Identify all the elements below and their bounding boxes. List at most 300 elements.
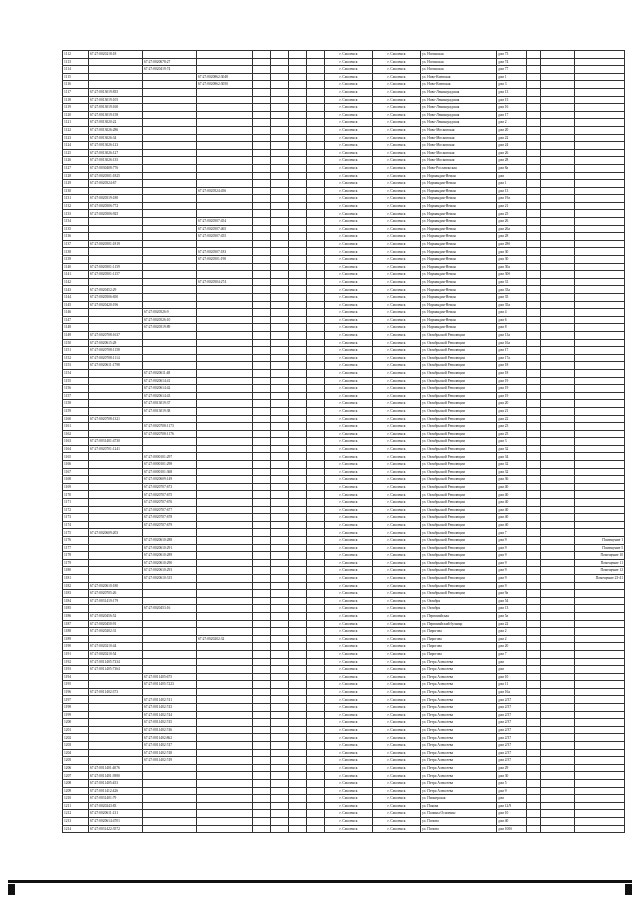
empty-cell — [307, 180, 325, 188]
empty-cell — [541, 142, 575, 150]
cadastral-number-other — [197, 795, 253, 803]
cadastral-number-building: 67:27:0020456:52 — [89, 612, 143, 620]
house-cell: дом 23 — [497, 423, 527, 431]
table-row — [63, 445, 625, 453]
settlement-cell: г. Смоленск — [373, 187, 421, 195]
empty-cell — [253, 134, 271, 142]
premise-note-cell — [575, 377, 625, 385]
empty-cell — [307, 88, 325, 96]
cadastral-number-premise — [143, 339, 197, 347]
cadastral-number-other — [197, 483, 253, 491]
municipality-cell: г. Смоленск — [325, 529, 373, 537]
cadastral-number-premise — [143, 210, 197, 218]
table-row — [63, 218, 625, 226]
empty-cell — [527, 354, 541, 362]
empty-cell — [541, 339, 575, 347]
table-row — [63, 605, 625, 613]
cadastral-number-other — [197, 491, 253, 499]
settlement-cell: г. Смоленск — [373, 612, 421, 620]
empty-cell — [289, 544, 307, 552]
settlement-cell: г. Смоленск — [373, 407, 421, 415]
municipality-cell: г. Смоленск — [325, 795, 373, 803]
house-cell: дом 4 — [497, 309, 527, 317]
empty-cell — [541, 96, 575, 104]
house-cell: дом 1 — [497, 73, 527, 81]
empty-cell — [541, 172, 575, 180]
empty-cell — [253, 552, 271, 560]
empty-cell — [271, 362, 289, 370]
table-row — [63, 96, 625, 104]
table-row — [63, 248, 625, 256]
cadastral-number-building: 67:27:0020243:83 — [89, 802, 143, 810]
settlement-cell: г. Смоленск — [373, 567, 421, 575]
cadastral-number-building — [89, 742, 143, 750]
empty-cell — [541, 73, 575, 81]
cadastral-number-other — [197, 764, 253, 772]
cadastral-number-premise — [143, 415, 197, 423]
premise-note-cell — [575, 445, 625, 453]
empty-cell — [541, 347, 575, 355]
cadastral-number-premise — [143, 529, 197, 537]
empty-cell — [541, 210, 575, 218]
premise-note-cell — [575, 734, 625, 742]
street-cell: ул. Октябрьской Революции — [421, 400, 497, 408]
premise-note-cell — [575, 666, 625, 674]
empty-cell — [289, 271, 307, 279]
empty-cell — [307, 559, 325, 567]
empty-cell — [541, 256, 575, 264]
table-row — [63, 81, 625, 89]
cadastral-number-building — [89, 673, 143, 681]
premise-note-cell — [575, 506, 625, 514]
settlement-cell: г. Смоленск — [373, 802, 421, 810]
cadastral-number-building: 67:27:0020705:26 — [89, 590, 143, 598]
empty-cell — [253, 567, 271, 575]
cadastral-number-premise — [143, 157, 197, 165]
empty-cell — [271, 734, 289, 742]
empty-cell — [527, 316, 541, 324]
empty-cell — [289, 362, 307, 370]
settlement-cell: г. Смоленск — [373, 734, 421, 742]
premise-note-cell — [575, 58, 625, 66]
empty-cell — [307, 764, 325, 772]
cadastral-number-building — [89, 704, 143, 712]
empty-cell — [541, 400, 575, 408]
cadastral-number-other — [197, 415, 253, 423]
settlement-cell: г. Смоленск — [373, 521, 421, 529]
municipality-cell: г. Смоленск — [325, 164, 373, 172]
house-cell: дом 21 — [497, 407, 527, 415]
empty-cell — [541, 354, 575, 362]
row-number: 1115 — [63, 73, 89, 81]
premise-note-cell — [575, 825, 625, 833]
street-cell: ул. Полины Осипенко — [421, 810, 497, 818]
empty-cell — [271, 499, 289, 507]
empty-cell — [307, 688, 325, 696]
cadastral-number-premise — [143, 628, 197, 636]
settlement-cell: г. Смоленск — [373, 81, 421, 89]
street-cell: ул. Нормандия-Неман — [421, 210, 497, 218]
cadastral-number-other — [197, 263, 253, 271]
empty-cell — [271, 240, 289, 248]
empty-cell — [271, 309, 289, 317]
street-cell: ул. Петра Алексеева — [421, 742, 497, 750]
table-row — [63, 802, 625, 810]
empty-cell — [271, 180, 289, 188]
empty-cell — [527, 605, 541, 613]
cadastral-number-building: 67:27:0020506:650 — [89, 294, 143, 302]
empty-cell — [541, 453, 575, 461]
cadastral-number-premise — [143, 218, 197, 226]
cadastral-number-building — [89, 681, 143, 689]
empty-cell — [253, 445, 271, 453]
empty-cell — [253, 66, 271, 74]
row-number: 1168 — [63, 476, 89, 484]
row-number: 1198 — [63, 704, 89, 712]
cadastral-number-building — [89, 278, 143, 286]
empty-cell — [271, 802, 289, 810]
cadastral-number-premise — [143, 142, 197, 150]
premise-note-cell — [575, 438, 625, 446]
premise-note-cell — [575, 286, 625, 294]
cadastral-number-premise: 67:27:0020614:43 — [143, 392, 197, 400]
cadastral-number-building — [89, 81, 143, 89]
premise-note-cell: Помещение 12 — [575, 567, 625, 575]
empty-cell — [289, 385, 307, 393]
settlement-cell: г. Смоленск — [373, 574, 421, 582]
empty-cell — [541, 66, 575, 74]
house-cell: дом 33а — [497, 286, 527, 294]
empty-cell — [527, 590, 541, 598]
empty-cell — [527, 574, 541, 582]
empty-cell — [307, 612, 325, 620]
empty-cell — [527, 772, 541, 780]
empty-cell — [527, 73, 541, 81]
street-cell: ул. Октябрьской Революции — [421, 347, 497, 355]
empty-cell — [289, 195, 307, 203]
settlement-cell: г. Смоленск — [373, 445, 421, 453]
house-cell: дом 74 — [497, 58, 527, 66]
table-row — [63, 286, 625, 294]
premise-note-cell — [575, 590, 625, 598]
empty-cell — [253, 88, 271, 96]
empty-cell — [253, 294, 271, 302]
street-cell: ул. Петра Алексеева — [421, 787, 497, 795]
settlement-cell: г. Смоленск — [373, 780, 421, 788]
cadastral-number-other — [197, 164, 253, 172]
empty-cell — [271, 605, 289, 613]
street-cell: ул. Ново-Московская — [421, 157, 497, 165]
street-cell: ул. Октябрьской Революции — [421, 354, 497, 362]
empty-cell — [253, 73, 271, 81]
cadastral-number-premise: 67:27:0020453:16 — [143, 605, 197, 613]
street-cell: ул. Нормандия-Неман — [421, 233, 497, 241]
cadastral-number-other — [197, 681, 253, 689]
table-row — [63, 126, 625, 134]
empty-cell — [289, 233, 307, 241]
street-cell: ул. Ново-Киевская — [421, 73, 497, 81]
empty-cell — [307, 650, 325, 658]
house-cell: дом 73 — [497, 51, 527, 59]
cadastral-number-other — [197, 142, 253, 150]
empty-cell — [271, 453, 289, 461]
table-row — [63, 339, 625, 347]
cadastral-number-premise — [143, 111, 197, 119]
row-number: 1162 — [63, 430, 89, 438]
empty-cell — [541, 263, 575, 271]
table-row — [63, 263, 625, 271]
empty-cell — [271, 726, 289, 734]
empty-cell — [253, 149, 271, 157]
table-row — [63, 202, 625, 210]
municipality-cell: г. Смоленск — [325, 324, 373, 332]
settlement-cell: г. Смоленск — [373, 195, 421, 203]
empty-cell — [271, 559, 289, 567]
cadastral-number-premise: 67:27:0020519:89 — [143, 324, 197, 332]
house-cell: дом 13 — [497, 605, 527, 613]
table-row — [63, 240, 625, 248]
cadastral-number-other — [197, 407, 253, 415]
empty-cell — [541, 369, 575, 377]
cadastral-number-premise: 67:27:0020614:41 — [143, 377, 197, 385]
empty-cell — [527, 294, 541, 302]
settlement-cell: г. Смоленск — [373, 294, 421, 302]
empty-cell — [271, 628, 289, 636]
empty-cell — [253, 772, 271, 780]
settlement-cell: г. Смоленск — [373, 256, 421, 264]
empty-cell — [541, 643, 575, 651]
premise-note-cell — [575, 309, 625, 317]
house-cell: дом 26 — [497, 149, 527, 157]
table-row — [63, 256, 625, 264]
empty-cell — [541, 726, 575, 734]
settlement-cell: г. Смоленск — [373, 468, 421, 476]
premise-note-cell — [575, 96, 625, 104]
table-row — [63, 544, 625, 552]
empty-cell — [307, 66, 325, 74]
street-cell: ул. Петра Алексеева — [421, 688, 497, 696]
table-row — [63, 187, 625, 195]
empty-cell — [307, 187, 325, 195]
empty-cell — [271, 438, 289, 446]
empty-cell — [527, 301, 541, 309]
table-row — [63, 354, 625, 362]
cadastral-number-other — [197, 149, 253, 157]
cadastral-number-premise: 67:27:0013019:38 — [143, 407, 197, 415]
row-number: 1187 — [63, 620, 89, 628]
empty-cell — [307, 58, 325, 66]
empty-cell — [541, 476, 575, 484]
row-number: 1197 — [63, 696, 89, 704]
table-row — [63, 704, 625, 712]
empty-cell — [541, 681, 575, 689]
premise-note-cell — [575, 104, 625, 112]
row-number: 1169 — [63, 483, 89, 491]
cadastral-number-premise — [143, 635, 197, 643]
row-number: 1202 — [63, 734, 89, 742]
cadastral-number-other — [197, 696, 253, 704]
empty-cell — [307, 772, 325, 780]
settlement-cell: г. Смоленск — [373, 742, 421, 750]
empty-cell — [307, 407, 325, 415]
cadastral-number-building — [89, 552, 143, 560]
cadastral-number-other — [197, 88, 253, 96]
empty-cell — [541, 574, 575, 582]
empty-cell — [307, 537, 325, 545]
settlement-cell: г. Смоленск — [373, 347, 421, 355]
street-cell: ул. Нормандия-Неман — [421, 278, 497, 286]
table-row — [63, 719, 625, 727]
premise-note-cell — [575, 430, 625, 438]
empty-cell — [541, 88, 575, 96]
cadastral-number-premise — [143, 271, 197, 279]
empty-cell — [527, 552, 541, 560]
municipality-cell: г. Смоленск — [325, 407, 373, 415]
cadastral-number-premise — [143, 233, 197, 241]
empty-cell — [527, 202, 541, 210]
premise-note-cell — [575, 240, 625, 248]
premise-note-cell — [575, 681, 625, 689]
row-number: 1139 — [63, 256, 89, 264]
cadastral-number-building — [89, 248, 143, 256]
empty-cell — [541, 111, 575, 119]
row-number: 1156 — [63, 385, 89, 393]
empty-cell — [253, 666, 271, 674]
premise-note-cell — [575, 787, 625, 795]
street-cell: ул. Пирогова — [421, 650, 497, 658]
street-cell: ул. Нормандия-Неман — [421, 248, 497, 256]
settlement-cell: г. Смоленск — [373, 377, 421, 385]
municipality-cell: г. Смоленск — [325, 552, 373, 560]
premise-note-cell — [575, 263, 625, 271]
cadastral-number-building: 67:27:0020524:67 — [89, 180, 143, 188]
street-cell: ул. Октябрьской Революции — [421, 506, 497, 514]
empty-cell — [289, 742, 307, 750]
street-cell: ул. Октябрьской Революции — [421, 483, 497, 491]
house-cell: дом 18 — [497, 369, 527, 377]
cadastral-number-building: 67:27:0011402:373 — [89, 688, 143, 696]
empty-cell — [307, 248, 325, 256]
cadastral-number-building — [89, 749, 143, 757]
empty-cell — [527, 134, 541, 142]
municipality-cell: г. Смоленск — [325, 612, 373, 620]
empty-cell — [253, 681, 271, 689]
empty-cell — [527, 81, 541, 89]
empty-cell — [307, 681, 325, 689]
settlement-cell: г. Смоленск — [373, 620, 421, 628]
empty-cell — [271, 88, 289, 96]
cadastral-number-building — [89, 369, 143, 377]
empty-cell — [527, 111, 541, 119]
settlement-cell: г. Смоленск — [373, 278, 421, 286]
empty-cell — [253, 51, 271, 59]
municipality-cell: г. Смоленск — [325, 157, 373, 165]
empty-cell — [307, 324, 325, 332]
cadastral-number-building — [89, 423, 143, 431]
settlement-cell: г. Смоленск — [373, 104, 421, 112]
empty-cell — [527, 780, 541, 788]
empty-cell — [527, 666, 541, 674]
settlement-cell: г. Смоленск — [373, 339, 421, 347]
street-cell: ул. Пирогова — [421, 628, 497, 636]
empty-cell — [253, 688, 271, 696]
cadastral-number-other — [197, 66, 253, 74]
house-cell: дом 30 — [497, 256, 527, 264]
empty-cell — [527, 309, 541, 317]
empty-cell — [307, 347, 325, 355]
empty-cell — [541, 506, 575, 514]
street-cell: ул. Ногинская — [421, 58, 497, 66]
premise-note-cell — [575, 704, 625, 712]
settlement-cell: г. Смоленск — [373, 88, 421, 96]
municipality-cell: г. Смоленск — [325, 825, 373, 833]
street-cell: ул. Октябрьской Революции — [421, 582, 497, 590]
settlement-cell: г. Смоленск — [373, 817, 421, 825]
empty-cell — [253, 650, 271, 658]
empty-cell — [527, 51, 541, 59]
municipality-cell: г. Смоленск — [325, 643, 373, 651]
cadastral-number-other — [197, 734, 253, 742]
table-row — [63, 582, 625, 590]
empty-cell — [253, 529, 271, 537]
cadastral-number-building — [89, 506, 143, 514]
municipality-cell: г. Смоленск — [325, 81, 373, 89]
empty-cell — [541, 567, 575, 575]
house-cell: дом 40 — [497, 514, 527, 522]
row-number: 1188 — [63, 628, 89, 636]
cadastral-number-premise — [143, 331, 197, 339]
table-row — [63, 506, 625, 514]
premise-note-cell — [575, 810, 625, 818]
cadastral-number-building — [89, 719, 143, 727]
street-cell: ул. Петра Алексеева — [421, 704, 497, 712]
row-number: 1207 — [63, 772, 89, 780]
row-number: 1148 — [63, 324, 89, 332]
street-cell: ул. Попова — [421, 817, 497, 825]
empty-cell — [541, 590, 575, 598]
settlement-cell: г. Смоленск — [373, 134, 421, 142]
premise-note-cell — [575, 491, 625, 499]
premise-note-cell — [575, 407, 625, 415]
house-cell: дом 28 — [497, 233, 527, 241]
premise-note-cell — [575, 331, 625, 339]
empty-cell — [271, 377, 289, 385]
municipality-cell: г. Смоленск — [325, 688, 373, 696]
house-cell: дом 10 — [497, 673, 527, 681]
cadastral-number-other — [197, 309, 253, 317]
row-number: 1186 — [63, 612, 89, 620]
house-cell: дом 9а — [497, 590, 527, 598]
premise-note-cell — [575, 620, 625, 628]
empty-cell — [253, 537, 271, 545]
cadastral-number-premise: 67:27:0020419:74 — [143, 66, 197, 74]
settlement-cell: г. Смоленск — [373, 787, 421, 795]
table-row — [63, 673, 625, 681]
empty-cell — [541, 521, 575, 529]
empty-cell — [527, 567, 541, 575]
empty-cell — [289, 164, 307, 172]
empty-cell — [541, 772, 575, 780]
cadastral-number-premise — [143, 51, 197, 59]
empty-cell — [271, 711, 289, 719]
empty-cell — [307, 142, 325, 150]
empty-cell — [271, 119, 289, 127]
street-cell: ул. Октябрьской Революции — [421, 491, 497, 499]
house-cell: дом 2/37 — [497, 711, 527, 719]
empty-cell — [271, 73, 289, 81]
row-number: 1213 — [63, 817, 89, 825]
empty-cell — [253, 256, 271, 264]
